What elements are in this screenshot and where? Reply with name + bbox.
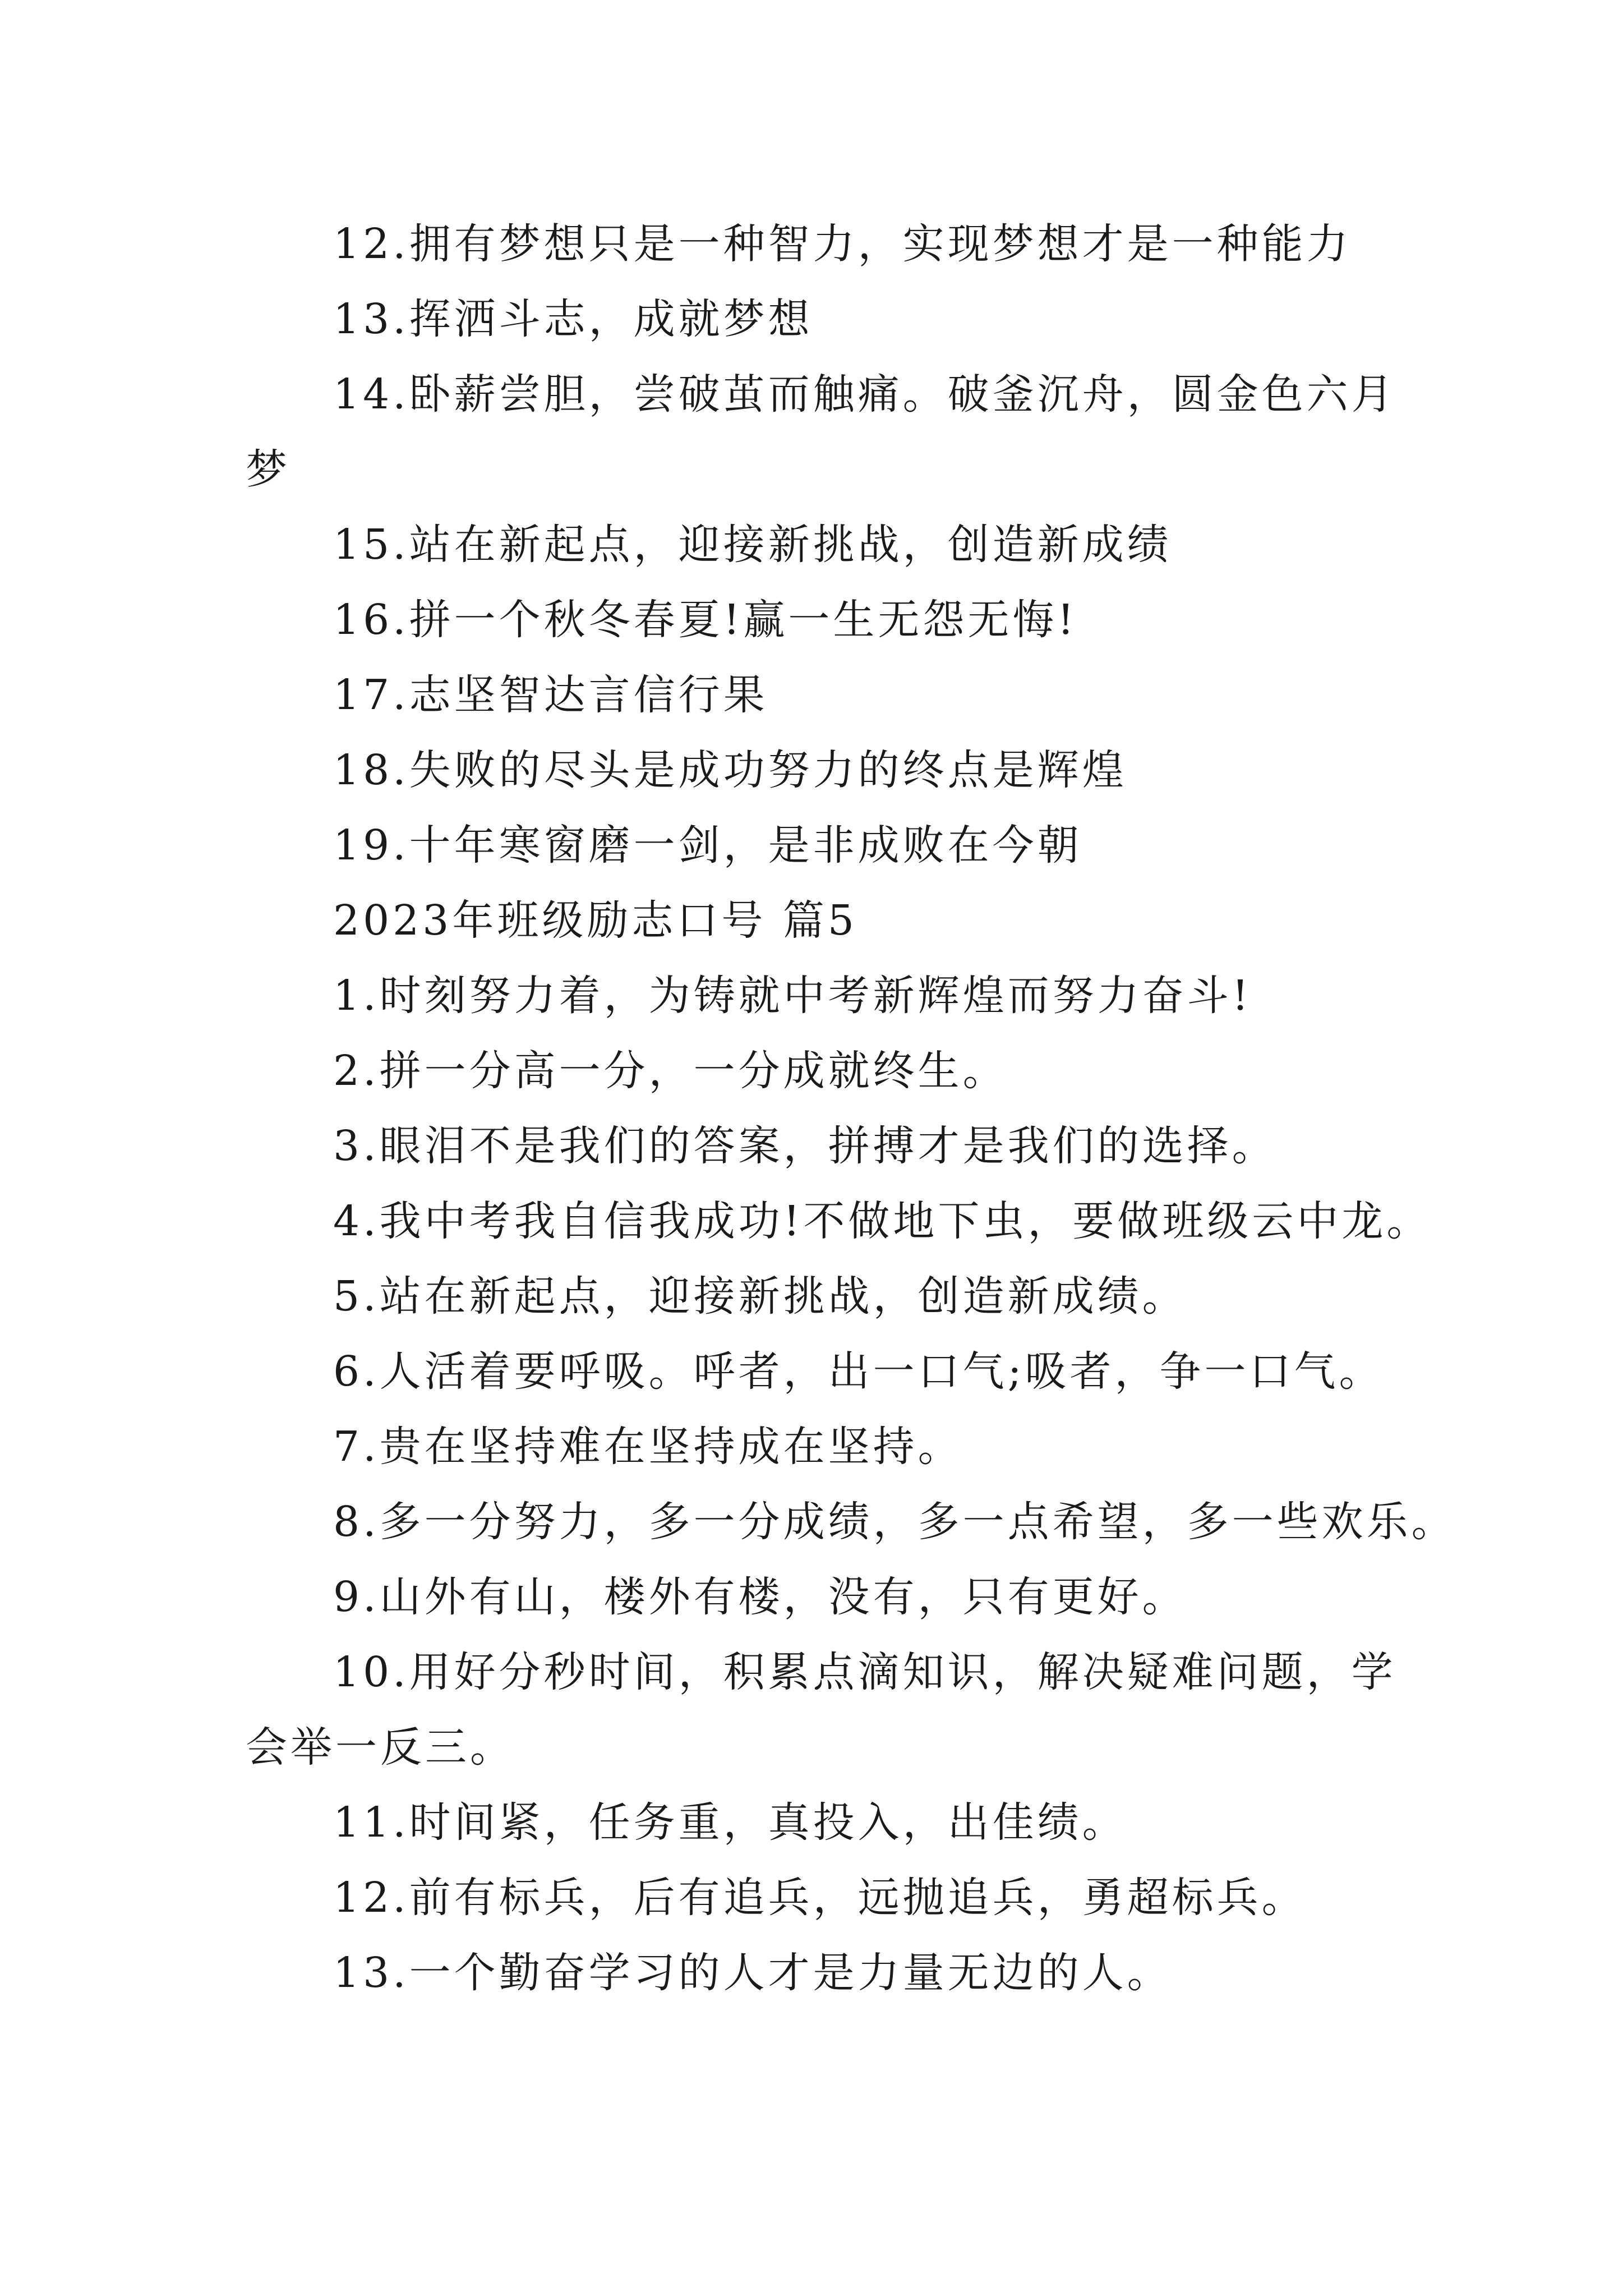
text-line: 17.志坚智达言信行果 [333, 671, 768, 719]
text-line: 12.前有标兵，后有追兵，远抛追兵，勇超标兵。 [333, 1874, 1307, 1922]
text-line: 7.贵在坚持难在坚持成在坚持。 [333, 1423, 963, 1471]
text-line: 10.用好分秒时间，积累点滴知识，解决疑难问题，学 [333, 1648, 1396, 1696]
text-line-continuation: 会举一反三。 [246, 1723, 515, 1772]
text-line: 13.挥洒斗志，成就梦想 [333, 295, 813, 343]
text-line: 13.一个勤奋学习的人才是力量无边的人。 [333, 1949, 1172, 1997]
text-line: 15.站在新起点，迎接新挑战，创造新成绩 [333, 521, 1172, 569]
text-line: 2.拼一分高一分，一分成就终生。 [333, 1047, 1008, 1095]
text-line: 8.多一分努力，多一分成绩，多一点希望，多一些欢乐。 [333, 1498, 1456, 1546]
text-line: 16.拼一个秋冬春夏!赢一生无怨无悔! [333, 596, 1078, 644]
text-line: 9.山外有山，楼外有楼，没有，只有更好。 [333, 1573, 1187, 1621]
text-line: 14.卧薪尝胆，尝破茧而触痛。破釜沉舟，圆金色六月 [333, 370, 1396, 418]
text-line: 12.拥有梦想只是一种智力，实现梦想才是一种能力 [333, 220, 1352, 268]
text-line: 11.时间紧，任务重，真投入，出佳绩。 [333, 1798, 1127, 1847]
section-heading: 2023年班级励志口号 篇5 [333, 896, 857, 945]
text-line: 6.人活着要呼吸。呼者，出一口气;吸者，争一口气。 [333, 1347, 1384, 1396]
text-line-continuation: 梦 [246, 445, 291, 494]
text-line: 1.时刻努力着，为铸就中考新辉煌而努力奋斗! [333, 972, 1252, 1020]
text-line: 5.站在新起点，迎接新挑战，创造新成绩。 [333, 1272, 1187, 1320]
text-line: 4.我中考我自信我成功!不做地下虫，要做班级云中龙。 [333, 1197, 1432, 1245]
text-line: 19.十年寒窗磨一剑，是非成败在今朝 [333, 821, 1082, 869]
text-line: 18.失败的尽头是成功努力的终点是辉煌 [333, 746, 1127, 794]
text-line: 3.眼泪不是我们的答案，拼搏才是我们的选择。 [333, 1122, 1277, 1170]
